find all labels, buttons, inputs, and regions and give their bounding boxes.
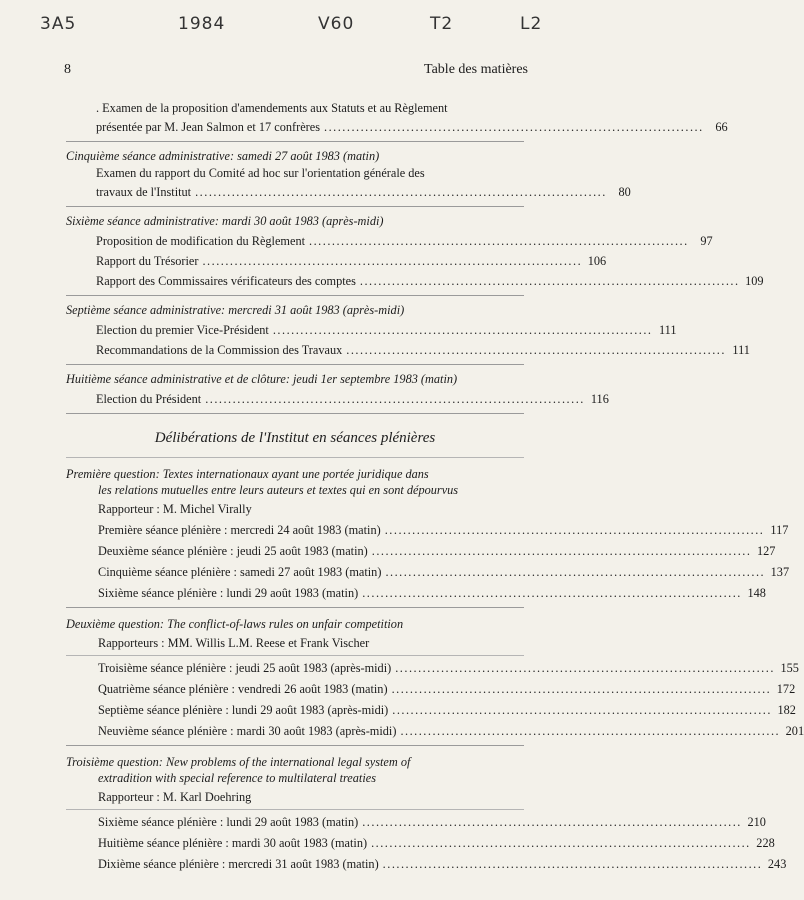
leader-dots: ................................................................................... — [400, 724, 781, 738]
divider — [66, 745, 524, 746]
rapporteur: Rapporteur : M. Karl Doehring — [98, 790, 252, 804]
toc-entry — [98, 584, 766, 602]
toc-entry-text: Rapport du Trésorier — [96, 254, 199, 268]
toc-entry — [98, 722, 804, 740]
leader-dots: ................................................................................... — [371, 544, 752, 558]
toc-entry-text: Dixième séance plénière : mercredi 31 août 1983 (matin) — [98, 857, 379, 871]
divider — [66, 809, 524, 810]
page-ref: 111 — [658, 323, 677, 337]
toc-entry-text: Quatrième séance plénière : vendredi 26 août 1983 (matin) — [98, 682, 388, 696]
toc-entry — [96, 272, 764, 290]
handwritten-note: L2 — [520, 14, 543, 34]
leader-dots: ................................................................................... — [382, 857, 763, 871]
page-ref: 127 — [756, 544, 776, 558]
divider — [66, 413, 524, 414]
leader-dots: ................................................................................... — [371, 836, 751, 850]
leader-dots: ................................................................................... — [392, 703, 772, 717]
toc-entry — [96, 321, 677, 339]
session-heading: Huitième séance administrative et de clôture: jeudi 1er septembre 1983 (matin) — [66, 372, 458, 386]
rapporteur: Rapporteurs : MM. Willis L.M. Reese et Frank Vischer — [98, 636, 370, 650]
toc-entry-text: Sixième séance plénière : lundi 29 août 1983 (matin) — [98, 586, 359, 600]
leader-dots: ................................................................................... — [391, 682, 772, 696]
page-ref: 228 — [756, 836, 775, 850]
toc-entry — [98, 680, 796, 698]
toc-entry — [96, 390, 609, 408]
toc-entry — [96, 183, 631, 201]
page-ref: 172 — [776, 682, 796, 696]
leader-dots: ................................................................................... — [309, 234, 689, 248]
toc-entry-text: Cinquième séance plénière : samedi 27 août 1983 (matin) — [98, 565, 382, 579]
toc-entry — [98, 855, 787, 873]
leader-dots: ................................................................................... — [385, 565, 766, 579]
question-heading: Troisième question: New problems of the international legal system of extradition with special reference to multilateral treaties — [66, 755, 411, 785]
divider — [66, 457, 524, 458]
handwritten-note: 3A5 — [40, 14, 77, 34]
leader-dots: ................................................................................... — [359, 274, 740, 288]
toc-entry-text: Examen de la proposition d'amendements aux Statuts et au Règlement — [102, 101, 448, 115]
leader-dots: ................................................................................... — [205, 392, 585, 406]
page-ref: 109 — [745, 274, 764, 288]
page-ref: 117 — [770, 523, 789, 537]
toc-entry — [98, 701, 796, 719]
toc-entry-text: Rapport des Commissaires vérificateurs des comptes — [96, 274, 356, 288]
running-head: Table des matières — [424, 62, 528, 77]
leader-dots: ................................................................................... — [346, 343, 726, 357]
toc-entry-text: Première séance plénière : mercredi 24 août 1983 (matin) — [98, 523, 381, 537]
page-number: 8 — [64, 62, 71, 77]
toc-entry-text: Septième séance plénière : lundi 29 août 1983 (après-midi) — [98, 703, 389, 717]
divider — [66, 141, 524, 142]
leader-dots: ................................................................................... — [362, 586, 742, 600]
page-ref: 155 — [780, 661, 799, 675]
toc-entry-text: Election du premier Vice-Président — [96, 323, 269, 337]
rapporteur: Rapporteur : M. Michel Virally — [98, 502, 252, 516]
leader-dots: ................................................................................... — [384, 523, 765, 537]
toc-entry-text: Recommandations de la Commission des Travaux — [96, 343, 343, 357]
toc-entry-text: Huitième séance plénière : mardi 30 août 1983 (matin) — [98, 836, 368, 850]
session-heading: Cinquième séance administrative: samedi 27 août 1983 (matin) — [66, 149, 380, 163]
page-ref: 80 — [618, 185, 631, 199]
page-ref: 66 — [715, 120, 728, 134]
toc-entry — [98, 659, 799, 677]
page-ref: 243 — [767, 857, 787, 871]
toc-entry — [98, 521, 789, 539]
toc-entry-line: Examen du rapport du Comité ad hoc sur l'orientation générale des — [96, 166, 425, 180]
toc-entry-text: Deuxième séance plénière : jeudi 25 août 1983 (matin) — [98, 544, 368, 558]
handwritten-note: T2 — [430, 14, 454, 34]
divider — [66, 364, 524, 365]
page-ref: 116 — [590, 392, 609, 406]
session-heading: Septième séance administrative: mercredi 31 août 1983 (après-midi) — [66, 303, 405, 317]
table-of-contents — [66, 100, 804, 873]
toc-entry — [96, 252, 607, 270]
toc-entry-text: Election du Président — [96, 392, 202, 406]
leader-dots: ................................................................................... — [395, 661, 775, 675]
page-ref: 148 — [747, 586, 766, 600]
leader-dots: ................................................................................... — [272, 323, 653, 337]
toc-entry — [98, 542, 776, 560]
page-ref: 111 — [732, 343, 750, 357]
leader-dots: .......................................................................................... — [195, 185, 607, 199]
toc-entry-text: Sixième séance plénière : lundi 29 août 1983 (matin) — [98, 815, 359, 829]
handwritten-note: 1984 — [178, 14, 226, 34]
leader-dots: ................................................................................... — [202, 254, 583, 268]
toc-entry — [98, 563, 790, 581]
toc-entry-text: Neuvième séance plénière : mardi 30 août 1983 (après-midi) — [98, 724, 397, 738]
divider — [66, 295, 524, 296]
page-ref: 210 — [747, 815, 766, 829]
page-ref: 201 — [785, 724, 804, 738]
toc-entry — [96, 341, 750, 359]
question-heading: Première question: Textes internationaux ayant une portée juridique dans les relations mutuelles entre leurs auteurs et textes qui en sont dépourvus — [66, 467, 459, 497]
toc-entry — [98, 813, 766, 831]
question-heading: Deuxième question: The conflict-of-laws rules on unfair competition — [66, 617, 404, 631]
toc-entry — [96, 118, 728, 136]
toc-entry-text: travaux de l'Institut — [96, 185, 192, 199]
leader-dots: ................................................................................... — [362, 815, 742, 829]
page-ref: 97 — [700, 234, 713, 248]
toc-entry-line: . Examen de la proposition d'amendements aux Statuts et au Règlement — [96, 101, 448, 115]
section-heading: Délibérations de l'Institut en séances plénières — [154, 430, 436, 446]
toc-entry-text: Proposition de modification du Règlement — [96, 234, 306, 248]
toc-entry-text: présentée par M. Jean Salmon et 17 confrères — [96, 120, 320, 134]
divider — [66, 655, 524, 656]
leader-dots: ................................................................................... — [324, 120, 704, 134]
divider — [66, 607, 524, 608]
toc-entry — [96, 232, 713, 250]
page-ref: 137 — [770, 565, 790, 579]
handwritten-note: V60 — [318, 14, 355, 34]
page-ref: 182 — [777, 703, 796, 717]
page-ref: 106 — [587, 254, 607, 268]
session-heading: Sixième séance administrative: mardi 30 août 1983 (après-midi) — [66, 214, 384, 228]
divider — [66, 206, 524, 207]
toc-entry — [98, 834, 775, 852]
toc-entry-text: Troisième séance plénière : jeudi 25 août 1983 (après-midi) — [98, 661, 392, 675]
